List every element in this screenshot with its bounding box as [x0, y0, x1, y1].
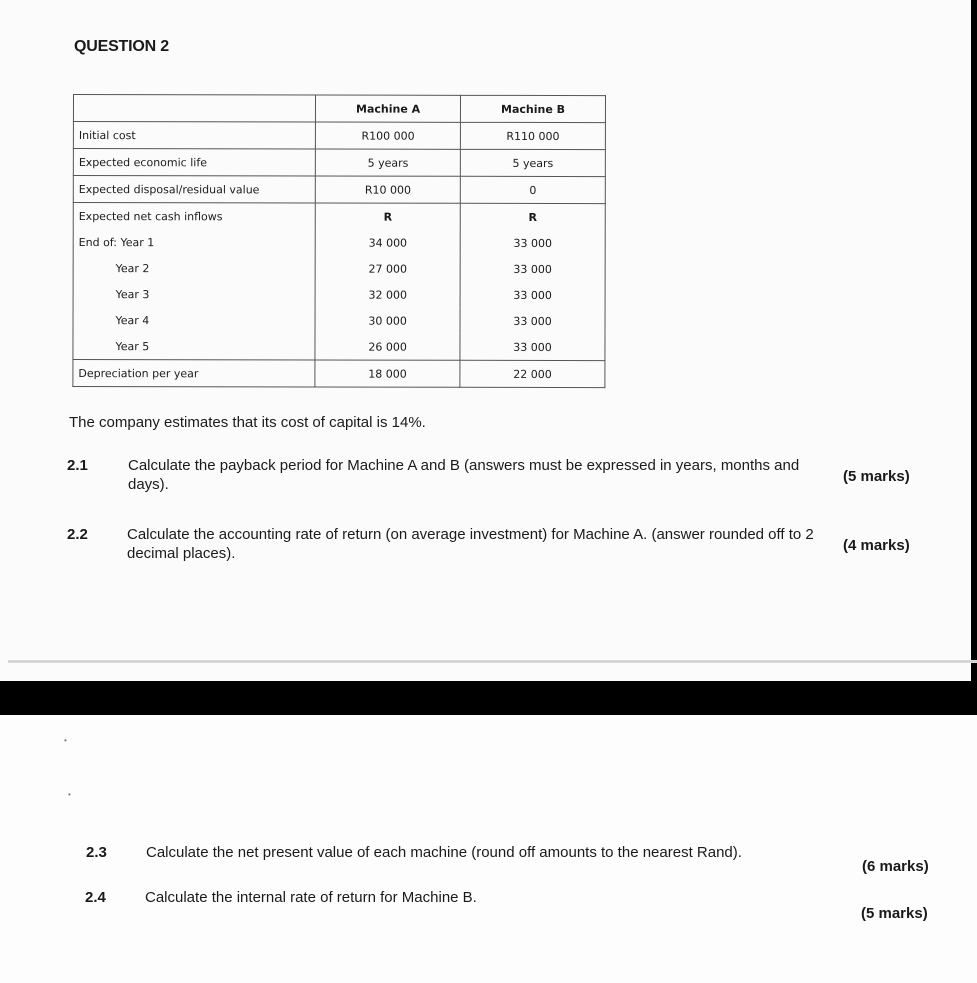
question-2-2 [67, 525, 927, 575]
machine-a-value: 34 000 [315, 230, 460, 256]
question-number: 2.4 [85, 889, 106, 906]
question-heading: QUESTION 2 [74, 38, 169, 55]
machine-b-value: 0 [460, 176, 605, 203]
row-label: Expected economic life [73, 149, 315, 177]
question-number: 2.1 [67, 457, 88, 474]
question-2-1 [67, 456, 927, 506]
row-label: Initial cost [73, 122, 315, 150]
header-machine-a: Machine A [316, 95, 461, 122]
row-label: Year 3 [73, 281, 315, 308]
row-label: Depreciation per year [73, 360, 315, 388]
table-row [73, 281, 605, 308]
row-label: End of: Year 1 [73, 229, 315, 256]
machine-a-value: 27 000 [315, 256, 460, 282]
question-2-3 [86, 843, 946, 873]
question-marks: (5 marks) [861, 905, 928, 922]
machine-b-value: 33 000 [460, 230, 605, 256]
question-marks: (5 marks) [843, 468, 910, 485]
table-row [73, 176, 605, 204]
row-label: Year 2 [73, 255, 315, 282]
machine-a-currency: R [315, 203, 460, 230]
machine-b-value: 5 years [460, 149, 605, 176]
machine-comparison-table [72, 94, 606, 388]
machine-a-value: 32 000 [315, 282, 460, 308]
row-label: Year 5 [73, 333, 315, 360]
machine-b-value: 33 000 [460, 282, 605, 308]
table-row [73, 149, 605, 177]
cost-of-capital-note: The company estimates that its cost of capital is 14%. [69, 414, 426, 431]
page-fold-line [8, 660, 977, 663]
question-text: Calculate the internal rate of return for Machine B. [145, 889, 477, 906]
table-row [73, 307, 605, 334]
question-text: Calculate the payback period for Machine A and B (answers must be expressed in years, months and days). [128, 457, 800, 493]
row-label: Year 4 [73, 307, 315, 334]
table-row [73, 360, 605, 388]
header-machine-b: Machine B [461, 95, 606, 122]
table-row [73, 333, 605, 361]
machine-a-value: R100 000 [316, 122, 461, 149]
question-marks: (4 marks) [843, 537, 910, 554]
table-header-row [73, 95, 605, 123]
machine-a-value: 5 years [316, 149, 461, 176]
machine-a-value: R10 000 [315, 176, 460, 203]
scan-gap-band [0, 681, 977, 715]
machine-b-value: R110 000 [460, 122, 605, 149]
question-text: Calculate the net present value of each machine (round off amounts to the nearest Rand). [146, 844, 742, 861]
question-marks: (6 marks) [862, 858, 929, 875]
table-row [73, 203, 605, 231]
machine-b-currency: R [460, 203, 605, 230]
table-row [73, 255, 605, 282]
machine-b-value: 33 000 [460, 256, 605, 282]
scan-specks: • [68, 790, 71, 799]
question-number: 2.2 [67, 526, 88, 543]
table-row [73, 229, 605, 256]
machine-a-value: 18 000 [315, 360, 460, 387]
header-cell-empty [73, 95, 315, 123]
question-text: Calculate the accounting rate of return (on average investment) for Machine A. (answer rounded off to 2 decimal places). [127, 526, 814, 562]
question-2-4 [85, 888, 945, 928]
row-label: Expected disposal/residual value [73, 176, 315, 204]
machine-b-value: 22 000 [460, 360, 605, 387]
scan-edge [971, 0, 977, 681]
question-number: 2.3 [86, 844, 107, 861]
machine-b-value: 33 000 [460, 308, 605, 334]
row-label: Expected net cash inflows [73, 203, 315, 230]
machine-a-value: 30 000 [315, 308, 460, 334]
scan-specks: • [64, 736, 67, 745]
machine-b-value: 33 000 [460, 334, 605, 361]
machine-a-value: 26 000 [315, 334, 460, 361]
table-row [73, 122, 605, 150]
